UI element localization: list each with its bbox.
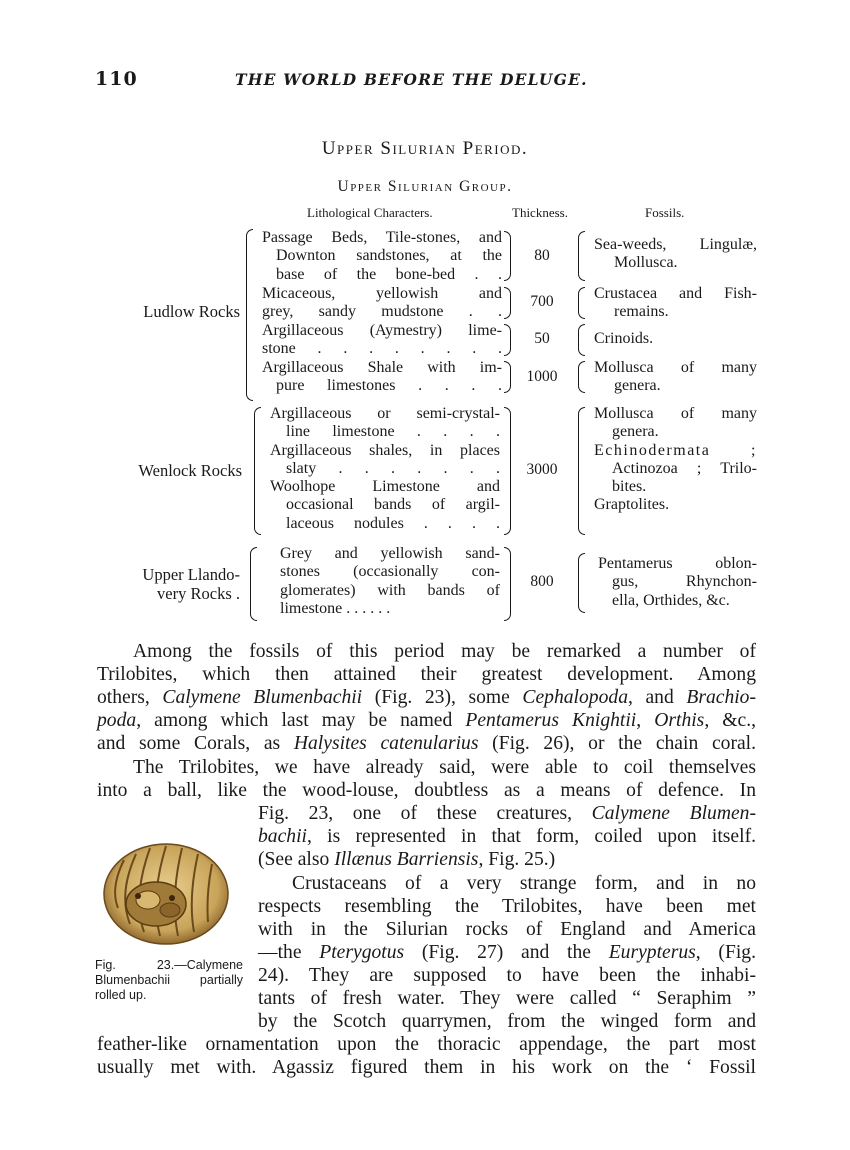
bracket-llandovery-left <box>250 547 257 621</box>
p2-line-4: bachii, is represented in that form, coiled upon itself. <box>258 826 756 847</box>
fossils-ludlow-2: Crustacea and Fish- remains. <box>594 285 757 321</box>
bracket-ludlow-left <box>246 229 253 401</box>
brace-wenlock <box>504 407 511 535</box>
page-number: 110 <box>95 68 138 90</box>
rock-ludlow: Ludlow Rocks <box>143 302 240 321</box>
thickness-ludlow-1: 80 <box>534 247 550 264</box>
brace-ludlow-3 <box>504 324 511 356</box>
brace-ludlow-2 <box>504 287 511 319</box>
thickness-wenlock: 3000 <box>526 461 558 478</box>
brace-ludlow-fossil-2 <box>578 287 585 319</box>
thickness-llandovery: 800 <box>530 573 554 590</box>
p3-line-7: by the Scotch quarrymen, from the winged form and <box>258 1011 756 1032</box>
thickness-ludlow-4: 1000 <box>526 368 558 385</box>
brace-ludlow-fossil-3 <box>578 324 585 356</box>
fossils-wenlock: Mollusca of many genera. Echinodermata ; Actinozoa ; Trilo- bites. Graptolites. <box>594 405 757 514</box>
litho-llandovery: Grey and yellowish sand- stones (occasionally con- glomerates) with bands of limestone . . . . . . <box>280 545 500 617</box>
rock-llandovery: Upper Llando- very Rocks . <box>142 565 240 603</box>
running-title: THE WORLD BEFORE THE DELUGE. <box>235 70 588 89</box>
brace-llandovery-fossil <box>578 553 585 613</box>
column-header-thickness: Thickness. <box>512 205 568 220</box>
bracket-wenlock-left <box>254 407 261 535</box>
p1-line-2: Trilobites, which then attained their greatest development. Among <box>97 664 756 685</box>
thickness-ludlow-2: 700 <box>530 293 554 310</box>
p3-line-3: with in the Silurian rocks of England and America <box>258 919 756 940</box>
p1-line-5: and some Corals, as Halysites catenularius (Fig. 26), or the chain coral. <box>97 733 757 754</box>
figure-caption: Fig. 23.—Calymene Blumenbachii partially rolled up. <box>95 958 243 1002</box>
litho-ludlow-4: Argillaceous Shale with im- pure limestones . . . . <box>262 359 502 395</box>
p2-line-3: Fig. 23, one of these creatures, Calymene Blumen- <box>258 803 756 824</box>
group-title: Upper Silurian Group. <box>337 178 513 195</box>
p1-line-4: poda, among which last may be named Pentamerus Knightii, Orthis, &c., <box>97 710 757 731</box>
p2-line-2: into a ball, like the wood-louse, doubtless as a means of defence. In <box>97 780 756 801</box>
fossils-ludlow-3: Crinoids. <box>594 330 654 347</box>
brace-ludlow-fossil-1 <box>578 231 585 281</box>
brace-ludlow-1 <box>504 231 511 281</box>
column-header-lithology: Lithological Characters. <box>307 205 433 220</box>
litho-ludlow-2: Micaceous, yellowish and grey, sandy mudstone . . <box>262 285 502 321</box>
p2-line-1: The Trilobites, we have already said, were able to coil themselves <box>133 757 756 778</box>
brace-wenlock-fossil <box>578 407 585 535</box>
trilobite-illustration <box>98 838 233 950</box>
rock-wenlock: Wenlock Rocks <box>138 461 242 480</box>
p3-line-4: —the Pterygotus (Fig. 27) and the Eurypterus, (Fig. <box>258 942 756 963</box>
litho-ludlow-3: Argillaceous (Aymestry) lime- stone . . . . . . . . <box>262 322 502 358</box>
column-header-fossils: Fossils. <box>645 205 685 220</box>
fossils-ludlow-4: Mollusca of many genera. <box>594 359 757 395</box>
page-header <box>95 68 775 92</box>
p2-line-5: (See also Illænus Barriensis, Fig. 25.) <box>258 849 556 870</box>
fossils-ludlow-1: Sea-weeds, Lingulæ, Mollusca. <box>594 236 757 272</box>
p1-line-1: Among the fossils of this period may be remarked a number of <box>133 641 756 662</box>
fossils-llandovery: Pentamerus oblon- gus, Rhynchon- ella, Orthides, &c. <box>598 555 757 609</box>
brace-ludlow-4 <box>504 361 511 393</box>
period-title: Upper Silurian Period. <box>321 138 529 159</box>
p3-line-8: feather-like ornamentation upon the thoracic appendage, the part most <box>97 1034 756 1055</box>
p3-line-6: tants of fresh water. They were called “ Seraphim ” <box>258 988 756 1009</box>
p1-line-3: others, Calymene Blumenbachii (Fig. 23), some Cephalopoda, and Brachio- <box>97 687 757 708</box>
p3-line-9: usually met with. Agassiz figured them in his work on the ‘ Fossil <box>97 1057 756 1078</box>
litho-wenlock: Argillaceous or semi-crystal- line limestone . . . . Argillaceous shales, in places slaty . . . . . . . Woolhope Limestone and occasional bands of argil- laceous nodules . . . . <box>270 405 500 532</box>
litho-ludlow-1: Passage Beds, Tile-stones, and Downton sandstones, at the base of the bone-bed . . <box>262 229 502 283</box>
p3-line-2: respects resembling the Trilobites, have been met <box>258 896 756 917</box>
p3-line-1: Crustaceans of a very strange form, and in no <box>292 873 756 894</box>
brace-ludlow-fossil-4 <box>578 361 585 393</box>
brace-llandovery <box>504 547 511 621</box>
thickness-ludlow-3: 50 <box>534 330 550 347</box>
stratigraphy-table <box>112 205 762 625</box>
p3-line-5: 24). They are supposed to have been the inhabi- <box>258 965 756 986</box>
